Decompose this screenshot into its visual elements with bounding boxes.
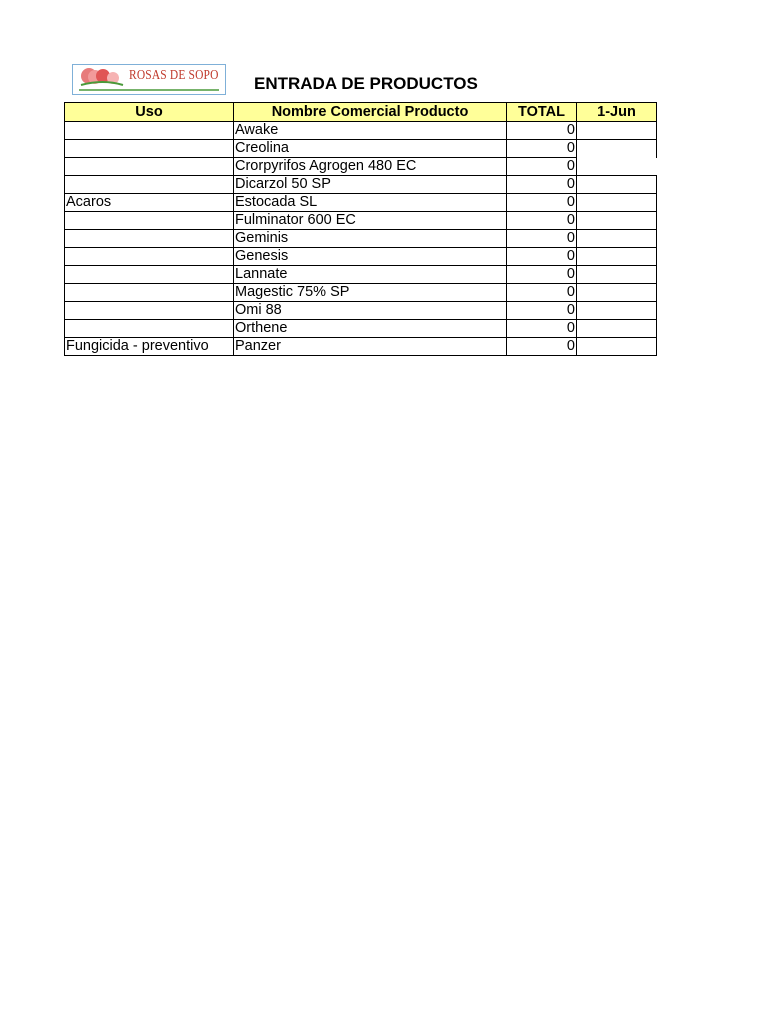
cell-total[interactable]: 0 [507, 320, 577, 338]
cell-total[interactable]: 0 [507, 248, 577, 266]
table-row [65, 194, 657, 212]
cell-producto[interactable]: Orthene [234, 320, 507, 338]
cell-uso[interactable] [65, 302, 234, 320]
table-row [65, 122, 657, 140]
header-uso[interactable]: Uso [65, 103, 234, 122]
header-total[interactable]: TOTAL [507, 103, 577, 122]
cell-producto[interactable]: Omi 88 [234, 302, 507, 320]
cell-total[interactable]: 0 [507, 230, 577, 248]
cell-total[interactable]: 0 [507, 140, 577, 158]
table-row [65, 230, 657, 248]
products-table [64, 102, 657, 356]
table-row [65, 338, 657, 356]
cell-producto[interactable]: Dicarzol 50 SP [234, 176, 507, 194]
cell-1-jun[interactable] [577, 122, 657, 140]
cell-uso[interactable] [65, 284, 234, 302]
cell-uso[interactable] [65, 230, 234, 248]
cell-uso[interactable] [65, 122, 234, 140]
table-row [65, 140, 657, 158]
cell-total[interactable]: 0 [507, 194, 577, 212]
cell-total[interactable]: 0 [507, 212, 577, 230]
cell-producto[interactable]: Estocada SL [234, 194, 507, 212]
cell-total[interactable]: 0 [507, 338, 577, 356]
cell-producto[interactable]: Awake [234, 122, 507, 140]
cell-uso[interactable] [65, 158, 234, 176]
table-row [65, 284, 657, 302]
cell-1-jun[interactable] [577, 284, 657, 302]
table-row [65, 302, 657, 320]
cell-total[interactable]: 0 [507, 122, 577, 140]
table-row [65, 320, 657, 338]
cell-1-jun[interactable] [577, 194, 657, 212]
cell-uso[interactable]: Acaros [65, 194, 234, 212]
cell-uso[interactable] [65, 212, 234, 230]
cell-1-jun[interactable] [577, 176, 657, 194]
company-logo [72, 64, 226, 95]
logo-text: ROSAS DE SOPO [129, 68, 219, 83]
cell-1-jun[interactable] [577, 266, 657, 284]
cell-total[interactable]: 0 [507, 176, 577, 194]
cell-1-jun[interactable] [577, 230, 657, 248]
page-title: ENTRADA DE PRODUCTOS [254, 74, 478, 93]
cell-1-jun[interactable] [577, 320, 657, 338]
table-row [65, 266, 657, 284]
cell-uso[interactable] [65, 320, 234, 338]
cell-total[interactable]: 0 [507, 302, 577, 320]
cell-uso[interactable]: Fungicida - preventivo [65, 338, 234, 356]
cell-uso[interactable] [65, 140, 234, 158]
table-header-row [65, 103, 657, 122]
cell-total[interactable]: 0 [507, 158, 577, 176]
cell-uso[interactable] [65, 248, 234, 266]
cell-1-jun[interactable] [577, 248, 657, 266]
cell-producto[interactable]: Fulminator 600 EC [234, 212, 507, 230]
table-row [65, 248, 657, 266]
cell-1-jun[interactable] [577, 212, 657, 230]
cell-producto[interactable]: Lannate [234, 266, 507, 284]
cell-producto[interactable]: Magestic 75% SP [234, 284, 507, 302]
cell-uso[interactable] [65, 176, 234, 194]
header-1-jun[interactable]: 1-Jun [577, 103, 657, 122]
cell-producto[interactable]: Genesis [234, 248, 507, 266]
table-row [65, 176, 657, 194]
cell-1-jun[interactable] [577, 158, 657, 176]
cell-producto[interactable]: Panzer [234, 338, 507, 356]
cell-1-jun[interactable] [577, 302, 657, 320]
cell-producto[interactable]: Crorpyrifos Agrogen 480 EC [234, 158, 507, 176]
table-row [65, 158, 657, 176]
cell-producto[interactable]: Creolina [234, 140, 507, 158]
cell-producto[interactable]: Geminis [234, 230, 507, 248]
header-producto[interactable]: Nombre Comercial Producto [234, 103, 507, 122]
cell-uso[interactable] [65, 266, 234, 284]
cell-total[interactable]: 0 [507, 266, 577, 284]
cell-1-jun[interactable] [577, 140, 657, 158]
cell-total[interactable]: 0 [507, 284, 577, 302]
table-row [65, 212, 657, 230]
cell-1-jun[interactable] [577, 338, 657, 356]
